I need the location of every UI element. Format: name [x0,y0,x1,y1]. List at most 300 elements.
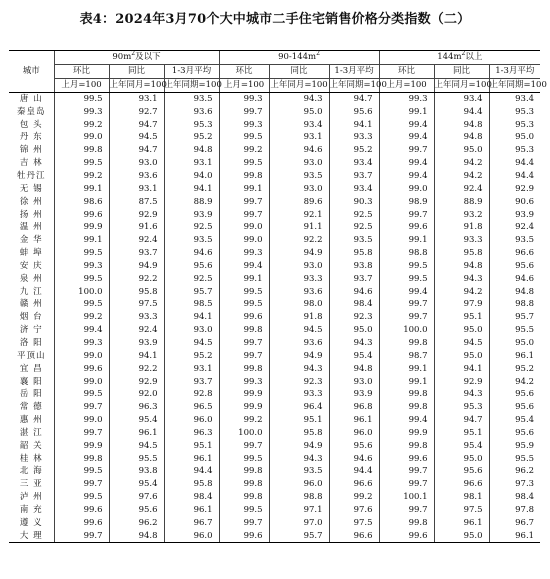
index-value: 95.3 [489,118,540,131]
index-value: 94.9 [269,439,329,452]
index-value: 99.2 [54,311,109,324]
base-header-same-month: 上年同月=100 [109,80,167,91]
index-value: 99.6 [54,504,109,517]
index-value: 93.6 [109,170,164,183]
city-name: 烟 台 [19,312,43,323]
index-value: 95.0 [434,324,489,337]
index-value: 95.0 [329,324,379,337]
index-value: 99.4 [379,170,434,183]
index-value: 99.8 [379,388,434,401]
index-value: 93.5 [269,170,329,183]
sub-header-mom: 环比 [219,64,269,78]
index-value: 95.0 [489,131,540,144]
index-value: 92.4 [109,234,164,247]
index-value: 100.0 [219,426,269,439]
index-value: 92.4 [109,324,164,337]
index-value: 99.6 [54,208,109,221]
index-value: 92.3 [269,375,329,388]
index-value: 91.8 [434,221,489,234]
index-value: 99.5 [54,272,109,285]
index-value: 93.5 [489,234,540,247]
index-value: 92.7 [109,105,164,118]
index-value: 99.7 [54,478,109,491]
index-value: 96.6 [434,478,489,491]
city-name: 三 亚 [19,479,43,490]
city-name: 遵 义 [19,517,43,528]
index-value: 99.5 [219,298,269,311]
table-row [9,465,540,478]
index-value: 94.9 [269,247,329,260]
index-value: 99.9 [379,426,434,439]
index-value: 95.8 [329,247,379,260]
index-value: 94.4 [434,105,489,118]
index-value: 99.1 [379,362,434,375]
index-value: 99.7 [219,349,269,362]
index-value: 95.1 [434,426,489,439]
index-value: 99.5 [219,452,269,465]
index-value: 93.6 [269,337,329,350]
index-value: 92.9 [489,182,540,195]
city-name: 洛 阳 [19,337,43,348]
index-value: 99.4 [379,157,434,170]
index-value: 95.0 [434,529,489,542]
index-value: 96.1 [164,452,219,465]
index-value: 93.3 [269,388,329,401]
index-value: 93.0 [269,260,329,273]
city-name: 徐 州 [19,196,43,207]
index-value: 95.3 [434,401,489,414]
city-name: 惠 州 [19,415,43,426]
index-value: 93.8 [109,465,164,478]
city-name: 桂 林 [19,453,43,464]
city-name: 济 宁 [19,325,43,336]
city-name: 无 锡 [19,183,43,194]
index-value: 94.7 [109,144,164,157]
index-value: 99.7 [219,337,269,350]
index-value: 92.5 [164,221,219,234]
index-value: 99.2 [219,144,269,157]
city-name: 牡丹江 [16,171,46,182]
index-value: 99.6 [54,362,109,375]
index-value: 90.6 [489,195,540,208]
index-value: 93.1 [269,131,329,144]
index-value: 94.7 [329,92,379,105]
index-value: 94.8 [434,118,489,131]
index-value: 99.8 [379,516,434,529]
index-value: 99.6 [379,452,434,465]
sub-header-mom: 环比 [54,64,109,78]
table-row [9,260,540,273]
index-value: 96.2 [109,516,164,529]
index-value: 99.0 [219,221,269,234]
city-name: 常 德 [19,402,43,413]
index-value: 93.7 [164,375,219,388]
index-value: 99.1 [379,105,434,118]
table-row [9,170,540,183]
table-row [9,105,540,118]
index-value: 99.1 [379,234,434,247]
index-value: 95.8 [434,247,489,260]
index-value: 95.2 [164,131,219,144]
table-row [9,426,540,439]
index-value: 99.0 [54,375,109,388]
index-value: 99.7 [379,504,434,517]
table-row [9,247,540,260]
index-value: 99.5 [219,157,269,170]
index-value: 97.6 [109,491,164,504]
index-value: 95.5 [109,452,164,465]
city-name: 九 江 [19,286,43,297]
index-value: 99.0 [54,131,109,144]
city-name: 大 理 [9,529,54,542]
city-name: 泸 州 [19,492,43,503]
index-value: 93.3 [434,234,489,247]
index-value: 94.7 [109,118,164,131]
index-value: 93.0 [269,182,329,195]
index-value: 96.6 [329,478,379,491]
index-value: 93.1 [109,182,164,195]
index-value: 95.3 [489,105,540,118]
index-value: 93.0 [109,157,164,170]
base-header-prev-month: 上月=100 [54,78,109,92]
sub-header-mom: 环比 [379,64,434,78]
index-value: 99.5 [54,388,109,401]
index-value: 89.6 [269,195,329,208]
index-value: 99.7 [379,298,434,311]
index-value: 93.9 [489,208,540,221]
index-value: 100.0 [54,285,109,298]
index-value: 99.0 [54,414,109,427]
index-value: 97.0 [269,516,329,529]
index-value: 98.7 [379,349,434,362]
index-value: 94.8 [164,144,219,157]
table-row [9,324,540,337]
index-value: 99.0 [219,234,269,247]
table-row [9,195,540,208]
index-value: 99.7 [219,105,269,118]
index-value: 99.9 [54,221,109,234]
index-value: 99.3 [219,92,269,105]
table-row [9,221,540,234]
index-value: 98.6 [54,195,109,208]
table-row [9,439,540,452]
index-value: 95.6 [329,105,379,118]
index-value: 92.9 [434,375,489,388]
index-value: 95.1 [269,414,329,427]
index-value: 91.8 [269,311,329,324]
index-value: 99.2 [54,170,109,183]
index-value: 92.5 [164,272,219,285]
index-value: 95.2 [164,349,219,362]
index-value: 99.3 [219,118,269,131]
index-value: 99.9 [219,401,269,414]
table-row [9,208,540,221]
index-value: 99.3 [219,375,269,388]
index-value: 99.7 [379,208,434,221]
city-name: 平顶山 [16,350,46,361]
index-value: 95.8 [109,285,164,298]
index-value: 92.8 [164,388,219,401]
index-value: 96.8 [329,401,379,414]
index-value: 88.9 [434,195,489,208]
index-value: 94.1 [164,182,219,195]
city-name: 锦 州 [19,145,43,156]
index-value: 95.7 [269,529,329,542]
city-name: 包 头 [19,119,43,130]
index-value: 99.7 [54,529,109,542]
city-name: 温 州 [19,222,43,233]
index-value: 93.2 [434,208,489,221]
index-value: 93.0 [164,324,219,337]
sub-header-avg: 1-3月平均 [329,64,379,78]
city-name: 金 华 [19,235,43,246]
index-value: 93.4 [329,157,379,170]
index-value: 95.4 [489,414,540,427]
index-value: 99.8 [379,337,434,350]
index-value: 99.5 [379,260,434,273]
city-name: 宜 昌 [19,363,43,374]
index-value: 99.3 [379,92,434,105]
index-value: 94.8 [109,529,164,542]
index-value: 94.6 [489,272,540,285]
index-value: 94.1 [329,118,379,131]
index-value: 95.6 [489,260,540,273]
index-value: 96.7 [164,516,219,529]
index-value: 93.3 [329,131,379,144]
index-value: 92.2 [109,272,164,285]
index-value: 98.8 [379,247,434,260]
index-value: 96.3 [164,426,219,439]
index-value: 93.7 [329,272,379,285]
group-header-small: $90m^2$及以下 [54,51,219,65]
index-value: 99.1 [54,234,109,247]
table-row [9,388,540,401]
index-value: 99.4 [379,131,434,144]
index-value: 94.2 [489,375,540,388]
index-value: 98.4 [489,491,540,504]
index-value: 94.3 [269,92,329,105]
city-name: 襄 阳 [19,376,43,387]
index-value: 99.7 [219,516,269,529]
index-value: 93.3 [109,311,164,324]
base-header-prev-month: 上月=100 [379,78,434,92]
index-value: 99.6 [219,529,269,542]
index-value: 99.7 [379,478,434,491]
index-value: 96.1 [164,504,219,517]
index-value: 91.1 [269,221,329,234]
index-value: 94.8 [434,260,489,273]
index-value: 94.0 [164,170,219,183]
base-header-same-period: 上年同期=100 [489,80,547,91]
city-name: 扬 州 [19,209,43,220]
index-value: 88.9 [164,195,219,208]
index-value: 95.4 [109,414,164,427]
index-value: 95.8 [269,426,329,439]
index-value: 99.5 [54,491,109,504]
index-value: 95.0 [434,144,489,157]
index-value: 94.1 [434,362,489,375]
index-value: 99.8 [219,478,269,491]
index-value: 94.6 [269,144,329,157]
table-row [9,349,540,362]
table-row [9,272,540,285]
table-row [9,182,540,195]
index-value: 93.7 [329,170,379,183]
index-value: 99.0 [379,182,434,195]
index-value: 99.4 [379,414,434,427]
city-name: 唐 山 [19,93,43,104]
index-value: 94.9 [269,349,329,362]
city-name: 泉 州 [19,273,43,284]
index-value: 99.3 [219,247,269,260]
index-value: 96.0 [164,529,219,542]
table-title: 表4：2024年3月70个大中城市二手住宅销售价格分类指数（二） [79,12,471,27]
index-value: 99.7 [54,426,109,439]
index-value: 99.7 [379,465,434,478]
index-value: 94.4 [164,465,219,478]
index-value: 93.5 [329,234,379,247]
sub-header-avg: 1-3月平均 [489,64,540,78]
index-value: 94.1 [164,311,219,324]
index-value: 95.0 [269,105,329,118]
index-value: 99.0 [54,349,109,362]
index-value: 99.1 [219,272,269,285]
sub-header-avg: 1-3月平均 [164,64,219,78]
index-value: 99.7 [379,144,434,157]
index-value: 97.5 [109,298,164,311]
index-value: 99.8 [54,144,109,157]
index-value: 99.9 [219,388,269,401]
index-value: 94.3 [269,452,329,465]
city-name: 赣 州 [19,299,43,310]
index-value: 94.9 [109,260,164,273]
index-value: 96.7 [489,516,540,529]
index-value: 93.5 [269,465,329,478]
index-value: 99.7 [219,195,269,208]
table-row [9,234,540,247]
index-value: 95.4 [109,478,164,491]
index-value: 96.1 [489,529,540,542]
base-header-prev-month: 上月=100 [219,78,269,92]
index-value: 96.2 [489,465,540,478]
index-value: 96.3 [109,401,164,414]
table-row [9,516,540,529]
city-name: 丹 东 [19,132,43,143]
index-value: 99.4 [54,324,109,337]
index-value: 93.6 [164,105,219,118]
base-header-same-month: 上年同月=100 [270,80,328,91]
index-value: 99.2 [219,414,269,427]
index-value: 93.8 [329,260,379,273]
index-value: 99.4 [379,118,434,131]
index-value: 99.7 [54,401,109,414]
index-value: 99.5 [219,504,269,517]
index-value: 98.4 [164,491,219,504]
index-value: 94.6 [329,452,379,465]
index-value: 87.5 [109,195,164,208]
index-value: 94.3 [269,362,329,375]
index-value: 99.3 [54,260,109,273]
index-value: 96.0 [164,414,219,427]
index-value: 93.0 [329,375,379,388]
index-value: 95.3 [164,118,219,131]
city-name: 安 庆 [19,260,43,271]
index-value: 97.1 [269,504,329,517]
index-value: 92.2 [269,234,329,247]
city-name: 吉 林 [19,158,43,169]
index-value: 99.8 [219,465,269,478]
index-value: 93.9 [164,208,219,221]
index-value: 95.6 [489,426,540,439]
index-value: 99.5 [54,247,109,260]
price-index-table [9,50,547,543]
index-value: 94.1 [109,349,164,362]
index-value: 98.4 [329,298,379,311]
index-value: 94.3 [434,272,489,285]
base-header-same-month: 上年同月=100 [434,80,492,91]
index-value: 99.1 [379,375,434,388]
index-value: 99.5 [54,465,109,478]
index-value: 97.9 [434,298,489,311]
index-value: 95.5 [489,324,540,337]
index-value: 96.1 [434,516,489,529]
index-value: 92.2 [109,362,164,375]
index-value: 99.1 [54,182,109,195]
index-value: 95.6 [434,465,489,478]
index-value: 94.5 [109,131,164,144]
index-value: 98.9 [379,195,434,208]
index-value: 92.4 [489,221,540,234]
index-value: 95.3 [489,144,540,157]
table-row [9,131,540,144]
table-row [9,375,540,388]
city-column-header: 城市 [9,51,54,93]
index-value: 94.8 [329,362,379,375]
index-value: 99.8 [219,491,269,504]
index-value: 95.7 [489,311,540,324]
index-value: 100.1 [379,491,434,504]
index-value: 94.3 [329,337,379,350]
index-value: 94.7 [434,414,489,427]
index-value: 93.7 [109,247,164,260]
index-value: 94.5 [109,439,164,452]
index-value: 95.7 [164,285,219,298]
index-value: 97.5 [329,516,379,529]
table-row [9,92,540,105]
index-value: 94.2 [434,157,489,170]
table-row [9,157,540,170]
index-value: 95.5 [489,452,540,465]
index-value: 96.4 [269,401,329,414]
table-row [9,144,540,157]
group-header-medium: $90-144m^2$ [219,51,379,65]
group-header-large: $144m^2$以上 [379,51,540,65]
index-value: 98.0 [269,298,329,311]
index-value: 95.0 [489,337,540,350]
sub-header-yoy: 同比 [269,64,329,78]
index-value: 99.6 [219,311,269,324]
index-value: 99.6 [379,221,434,234]
table-row [9,401,540,414]
index-value: 94.4 [489,170,540,183]
index-value: 99.5 [379,272,434,285]
index-value: 99.8 [54,452,109,465]
index-value: 93.3 [269,272,329,285]
index-value: 99.6 [379,529,434,542]
index-value: 100.0 [379,324,434,337]
base-header-same-period: 上年同期=100 [164,80,222,91]
city-name: 蚌 埠 [19,248,43,259]
